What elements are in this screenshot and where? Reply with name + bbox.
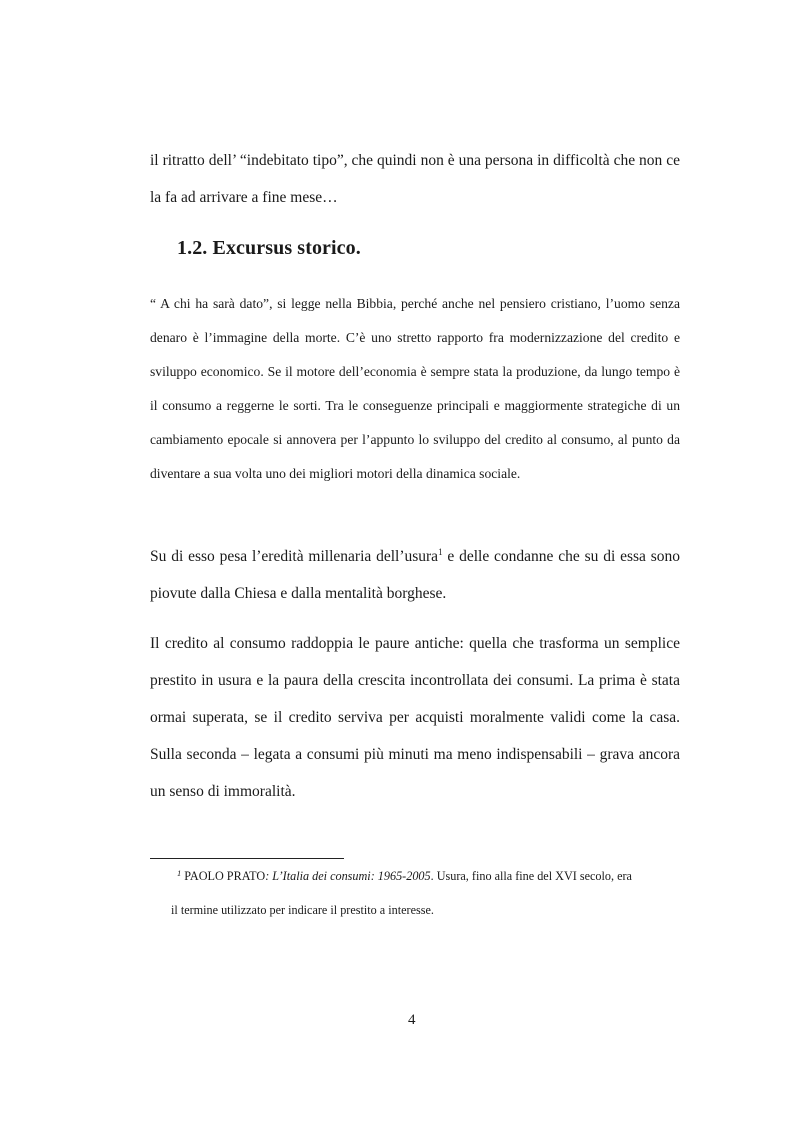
credit-paragraph: Il credito al consumo raddoppia le paure antiche: quella che trasforma un semplice prestito in usura e la paura della crescita incontrollata dei consumi. La prima è stata ormai superata, se il credito serviva per acquisti moralmente validi come la casa. Sulla seconda – legata a consumi più minuti ma meno indispensabili – grava ancora un senso di immoralità. (150, 635, 680, 800)
footnote-book-title: L’Italia dei consumi: 1965-2005 (272, 869, 431, 883)
footnote-mark: 1 (177, 868, 182, 878)
usury-paragraph-text-cont: e delle condanne che su di essa sono piovute dalla Chiesa e dalla mentalità borghese. (150, 548, 681, 602)
usury-paragraph (150, 538, 680, 612)
footnote-colon: : (265, 869, 273, 883)
footnote-author: PAOLO PRATO (184, 869, 266, 883)
footnote-reference: 1 (438, 547, 443, 557)
page-number: 4 (408, 1012, 416, 1028)
intro-paragraph: il ritratto dell’ “indebitato tipo”, che quindi non è una persona in difficoltà che non ce la fa ad arrivare a fine mese… (150, 152, 680, 206)
footnote-text: . Usura, fino alla fine del XVI secolo, era (430, 869, 632, 883)
quote-paragraph: “ A chi ha sarà dato”, si legge nella Bibbia, perché anche nel pensiero cristiano, l’uomo senza denaro è l’immagine della morte. C’è uno stretto rapporto fra modernizzazione del credito e sviluppo economico. Se il motore dell’economia è sempre stata la produzione, da lungo tempo è il consumo a reggerne le sorti. Tra le conseguenze principali e maggiormente strategiche di un cambiamento epocale si annovera per l’appunto lo sviluppo del credito al consumo, al punto da diventare a sua volta uno dei migliori motori della dinamica sociale. (150, 296, 680, 481)
section-heading: 1.2. Excursus storico. (177, 237, 361, 259)
footnote-text-line2: il termine utilizzato per indicare il prestito a interesse. (171, 903, 434, 917)
usury-paragraph-text: Su di esso pesa l’eredità millenaria dell’usura (150, 548, 439, 565)
footnote (171, 859, 680, 927)
